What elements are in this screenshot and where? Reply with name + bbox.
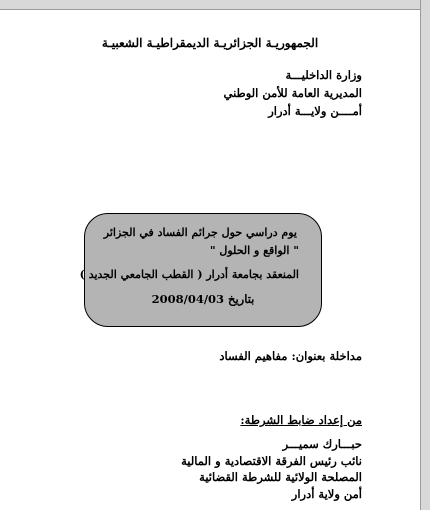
- author-service: المصلحة الولائية للشرطة القضائية: [199, 470, 362, 484]
- study-day-subtitle: " الواقع و الحلول ": [209, 244, 299, 257]
- venue-line: المنعقد بجامعة أدرار ( القطب الجامعي الجديد ): [79, 268, 299, 281]
- document-page: [0, 10, 420, 510]
- security-line: أمــــن ولايـــة أدرار: [268, 104, 362, 118]
- directorate-line: المديرية العامة للأمن الوطني: [223, 86, 362, 100]
- window-scrollbar[interactable]: [420, 0, 430, 510]
- author-name: حبـــارك سميـــر: [282, 437, 362, 451]
- author-role: نائب رئيس الفرقة الاقتصادية و المالية: [181, 454, 362, 468]
- republic-header: الجمهوريـة الجزائريـة الديمقراطيـة الشعبيـة: [101, 36, 319, 50]
- ministry-line: وزارة الداخليـــة: [285, 68, 362, 82]
- intervention-title: مداخلة بعنوان: مفاهيم الفساد: [219, 349, 362, 363]
- prepared-by-label: من إعداد ضابط الشرطة:: [240, 413, 362, 427]
- window-top-frame: [0, 0, 430, 10]
- title-box: [79, 213, 322, 327]
- author-security: أمن ولاية أدرار: [291, 487, 362, 501]
- date-line: بتاريخ 2008/04/03: [151, 292, 255, 306]
- study-day-title: يوم دراسي حول جرائم الفساد في الجزائر: [103, 226, 297, 239]
